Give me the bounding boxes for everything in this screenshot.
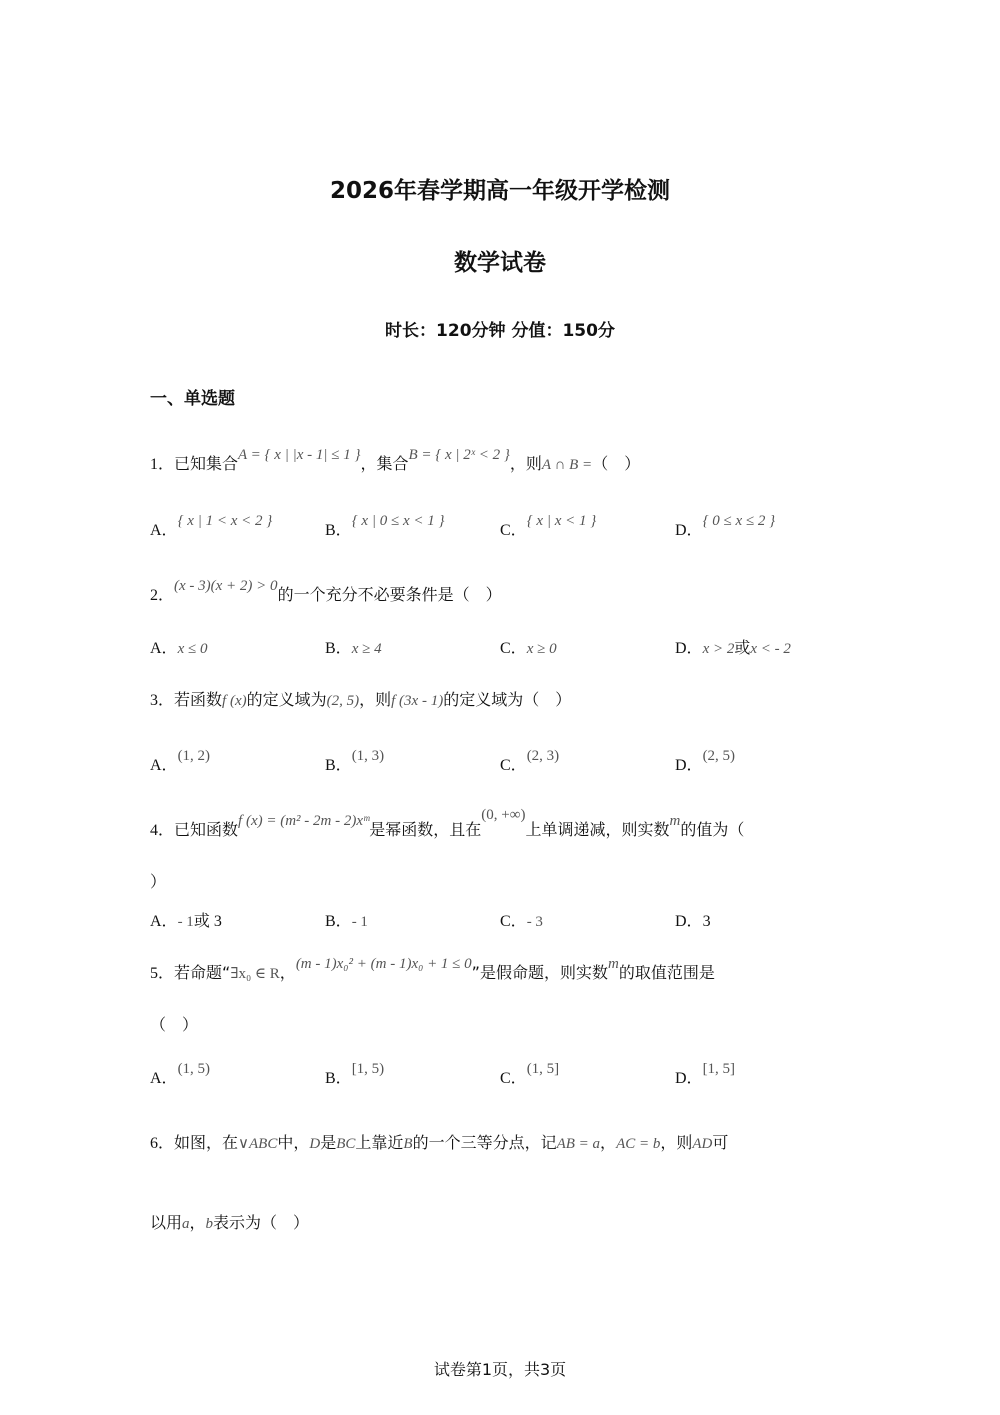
question-text: 上单调递减，则实数: [525, 820, 670, 839]
question-text: ，集合: [360, 454, 409, 473]
option-math: x < - 2: [750, 641, 791, 657]
question-2: [150, 578, 502, 605]
option-b: [325, 513, 445, 540]
question-text: ，: [279, 963, 296, 982]
question-text: ，则: [359, 690, 392, 709]
question-6-continued: [150, 1210, 309, 1233]
question-number: 6．: [150, 1135, 175, 1152]
option-math: { x | 0 ≤ x < 1 }: [351, 513, 445, 529]
question-text: （ ）: [592, 454, 641, 473]
option-math: - 3: [526, 914, 543, 930]
option-a: [150, 1061, 211, 1088]
question-number: 3．: [150, 692, 175, 709]
option-math: [1, 5): [351, 1061, 385, 1077]
option-a: [150, 635, 207, 658]
question-text: 以用: [150, 1213, 183, 1232]
math-expression: AD: [692, 1136, 713, 1152]
question-text: 的定义域为（ ）: [443, 690, 572, 709]
question-text: 如图，在: [174, 1133, 239, 1152]
option-d: [675, 908, 711, 931]
option-label: C．: [500, 913, 527, 930]
math-expression: (2, 5): [326, 693, 360, 709]
option-math: x ≥ 0: [526, 641, 557, 657]
option-a: [150, 513, 273, 540]
option-math: x ≥ 4: [351, 641, 382, 657]
option-math: x ≤ 0: [177, 641, 208, 657]
option-label: C．: [500, 1070, 527, 1087]
question-text: ，则: [509, 454, 542, 473]
question-text: 上靠近: [355, 1133, 404, 1152]
option-a: [150, 908, 222, 931]
math-expression: (x - 3)(x + 2) > 0: [174, 578, 278, 594]
math-expression: f (x) = (m² - 2m - 2)xᵐ: [238, 813, 370, 829]
option-label: B．: [325, 757, 352, 774]
exam-subject: 数学试卷: [454, 250, 546, 276]
math-expression: B: [403, 1136, 413, 1152]
question-number: 1．: [150, 456, 175, 473]
option-label: D．: [675, 757, 703, 774]
option-label: D．: [675, 522, 703, 539]
math-expression: f (3x - 1): [391, 693, 444, 709]
math-expression: b: [205, 1216, 214, 1232]
math-expression: ∃x₀ ∈ R: [230, 966, 280, 982]
option-text: 3: [702, 913, 711, 930]
option-math: (1, 5]: [526, 1061, 560, 1077]
question-4-continued: ）: [150, 872, 167, 891]
option-math: [1, 5]: [702, 1061, 736, 1077]
question-text: 的取值范围是: [618, 963, 715, 982]
option-math: { x | 1 < x < 2 }: [177, 513, 273, 529]
option-math: (2, 3): [526, 748, 560, 764]
question-text: 是: [320, 1133, 337, 1152]
math-expression: f (x): [222, 693, 247, 709]
question-3: [150, 687, 571, 710]
option-math: - 1: [177, 914, 194, 930]
question-number: 5．: [150, 965, 175, 982]
option-d: [675, 635, 791, 658]
question-text: 的一个三等分点，记: [412, 1133, 557, 1152]
question-text: 若函数: [174, 690, 223, 709]
option-c: [500, 635, 557, 658]
option-math: (1, 3): [351, 748, 385, 764]
option-b: [325, 1061, 385, 1088]
question-text: 若命题“: [174, 963, 231, 982]
option-label: B．: [325, 522, 352, 539]
question-text: ，: [600, 1133, 617, 1152]
option-b: [325, 748, 385, 775]
question-number: 2．: [150, 587, 175, 604]
question-5: [150, 956, 715, 983]
question-text: ”是假命题，则实数: [471, 963, 608, 982]
option-math: x > 2: [702, 641, 735, 657]
option-label: A．: [150, 913, 178, 930]
option-math: (1, 5): [177, 1061, 211, 1077]
question-text: 的定义域为: [246, 690, 327, 709]
question-text: 的值为（: [680, 820, 745, 839]
question-text: 中，: [277, 1133, 310, 1152]
question-text: ，则: [660, 1133, 693, 1152]
option-label: A．: [150, 640, 178, 657]
option-b: [325, 635, 382, 658]
math-expression: (m - 1)x₀² + (m - 1)x₀ + 1 ≤ 0: [295, 956, 472, 972]
option-d: [675, 748, 736, 775]
option-a: [150, 748, 211, 775]
question-text: 已知集合: [174, 454, 239, 473]
question-4: [150, 807, 745, 840]
option-math: - 1: [351, 914, 368, 930]
question-text: 的一个充分不必要条件是（ ）: [277, 585, 502, 604]
option-math: (1, 2): [177, 748, 211, 764]
option-math: { 0 ≤ x ≤ 2 }: [702, 513, 776, 529]
question-text: 是幂函数，且在: [369, 820, 482, 839]
math-expression: D: [309, 1136, 321, 1152]
option-c: [500, 908, 543, 931]
question-text: ，: [189, 1213, 206, 1232]
question-text: 已知函数: [174, 820, 239, 839]
option-label: C．: [500, 640, 527, 657]
option-label: D．: [675, 640, 703, 657]
option-c: [500, 748, 560, 775]
question-text: 表示为（ ）: [213, 1213, 310, 1232]
math-expression: BC: [336, 1136, 356, 1152]
option-math: (2, 5): [702, 748, 736, 764]
option-c: [500, 1061, 560, 1088]
exam-meta: 时长：120分钟 分值：150分: [385, 321, 615, 341]
math-expression: AC = b: [616, 1136, 661, 1152]
math-expression: m: [607, 956, 619, 972]
math-expression: AB = a: [556, 1136, 601, 1152]
math-expression: A ∩ B =: [541, 457, 593, 473]
option-label: B．: [325, 913, 352, 930]
math-expression: B = { x | 2ˣ < 2 }: [408, 447, 510, 463]
math-expression: a: [182, 1216, 190, 1232]
option-label: C．: [500, 522, 527, 539]
question-5-continued: （ ）: [150, 1015, 199, 1034]
question-6: [150, 1130, 728, 1153]
option-d: [675, 513, 776, 540]
exam-title: 2026年春学期高一年级开学检测: [329, 178, 670, 204]
option-label: C．: [500, 757, 527, 774]
option-label: D．: [675, 913, 703, 930]
option-label: A．: [150, 757, 178, 774]
option-math: { x | x < 1 }: [526, 513, 597, 529]
question-number: 4．: [150, 822, 175, 839]
option-d: [675, 1061, 736, 1088]
page-footer: 试卷第1页，共3页: [433, 1360, 567, 1379]
option-label: B．: [325, 640, 352, 657]
option-text: 或 3: [193, 913, 222, 930]
section-heading: 一、单选题: [150, 389, 235, 409]
math-expression: A = { x | |x - 1| ≤ 1 }: [238, 447, 361, 463]
question-1: [150, 447, 641, 474]
option-label: A．: [150, 522, 178, 539]
question-text: 可: [712, 1133, 729, 1152]
option-label: A．: [150, 1070, 178, 1087]
math-expression: ∨ABC: [238, 1136, 278, 1152]
option-label: D．: [675, 1070, 703, 1087]
math-expression: (0, +∞): [481, 807, 526, 823]
option-b: [325, 908, 368, 931]
option-c: [500, 513, 597, 540]
math-expression: m: [669, 813, 681, 829]
option-label: B．: [325, 1070, 352, 1087]
option-text: 或: [734, 638, 751, 657]
